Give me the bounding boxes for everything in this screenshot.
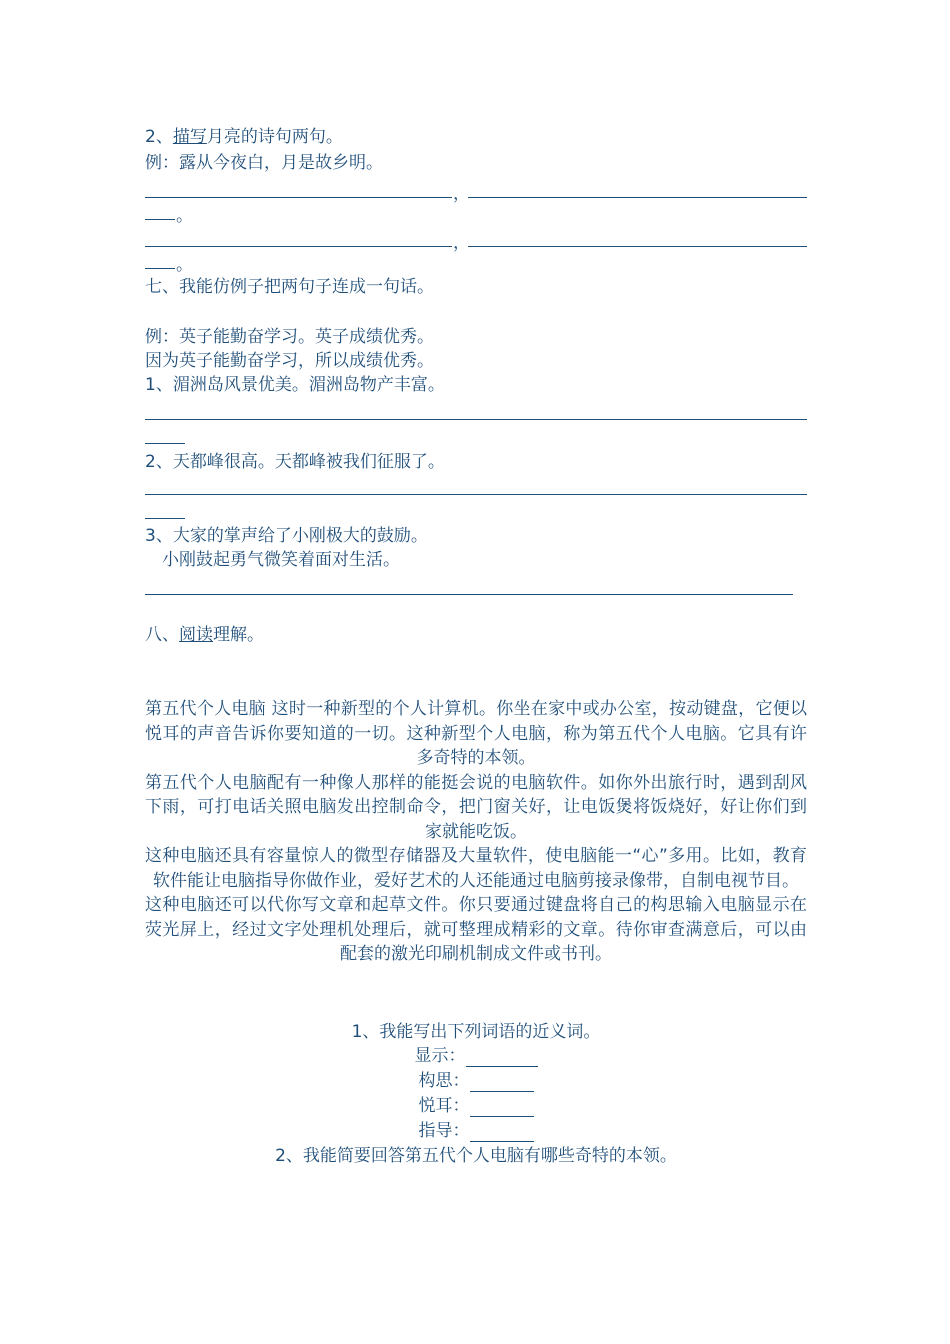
section7-question-1: 1、湄洲岛风景优美。湄洲岛物产丰富。	[145, 375, 445, 395]
heading-text: 理解。	[213, 625, 264, 645]
reading-passage	[145, 697, 807, 967]
section7-example-2: 因为英子能勤奋学习，所以成绩优秀。	[145, 351, 434, 371]
question-number: 2、	[145, 127, 173, 147]
answer-blank[interactable]	[145, 197, 452, 198]
synonym-row	[145, 1120, 807, 1142]
synonym-row	[145, 1095, 807, 1117]
answer-blank[interactable]	[145, 443, 185, 444]
answer-blank[interactable]	[145, 246, 452, 247]
section7-question-2: 2、天都峰很高。天都峰被我们征服了。	[145, 452, 445, 472]
poem-example: 例：露从今夜白，月是故乡明。	[145, 153, 383, 173]
answer-blank[interactable]	[466, 1049, 538, 1067]
section7-heading: 七、我能仿例子把两句子连成一句话。	[145, 277, 434, 297]
comma: ，	[453, 184, 470, 204]
passage-paragraph: 第五代个人电脑 这时一种新型的个人计算机。你坐在家中或办公室，按动键盘，它便以悦耳的声音告诉你要知道的一切。这种新型个人电脑，称为第五代个人电脑。它具有许多奇特的本领。	[145, 699, 807, 768]
passage-paragraph: 这种电脑还具有容量惊人的微型存储器及大量软件，使电脑能一“心”多用。比如，教育软件能让电脑指导你做作业，爱好艺术的人还能通过电脑剪接录像带，自制电视节目。	[145, 846, 807, 891]
section7-example-1: 例：英子能勤奋学习。英子成绩优秀。	[145, 327, 434, 347]
answer-blank[interactable]	[470, 1099, 534, 1117]
passage-paragraph: 这种电脑还可以代你写文章和起草文件。你只要通过键盘将自己的构思输入电脑显示在荧光屏上，经过文字处理机处理后，就可整理成精彩的文章。待你审查满意后，可以由配套的激光印刷机制成文件或书刊。	[145, 895, 807, 964]
period: 。	[176, 206, 193, 226]
question-text: 月亮的诗句两句。	[206, 127, 343, 147]
reading-question-1: 1、我能写出下列词语的近义词。	[351, 1022, 601, 1042]
answer-blank[interactable]	[468, 197, 807, 198]
section7-question-3: 3、大家的掌声给了小刚极大的鼓励。	[145, 526, 428, 546]
answer-blank[interactable]	[145, 268, 175, 269]
synonym-row	[145, 1070, 807, 1092]
heading-prefix: 八、	[145, 625, 179, 645]
comma: ，	[453, 233, 470, 253]
word-label: 构思：	[418, 1071, 470, 1091]
answer-blank[interactable]	[145, 219, 175, 220]
period: 。	[176, 255, 193, 275]
section7-question-3-second: 小刚鼓起勇气微笑着面对生活。	[162, 550, 400, 570]
section8-heading	[145, 624, 264, 646]
answer-blank[interactable]	[145, 594, 793, 595]
reading-question-2: 2、我能简要回答第五代个人电脑有哪些奇特的本领。	[275, 1146, 677, 1166]
word-label: 指导：	[418, 1121, 470, 1141]
answer-blank[interactable]	[468, 246, 807, 247]
answer-blank[interactable]	[145, 419, 807, 420]
underlined-word: 描写	[172, 127, 207, 147]
passage-paragraph: 第五代个人电脑配有一种像人那样的能挺会说的电脑软件。如你外出旅行时，遇到刮风下雨，可打电话关照电脑发出控制命令，把门窗关好，让电饭煲将饭烧好，好让你们到家就能吃饭。	[145, 772, 807, 842]
underlined-word: 阅读	[179, 625, 213, 645]
answer-blank[interactable]	[145, 518, 185, 519]
answer-blank[interactable]	[470, 1074, 534, 1092]
poem-question	[145, 126, 343, 148]
word-label: 悦耳：	[418, 1096, 470, 1116]
answer-blank[interactable]	[145, 494, 807, 495]
synonym-row	[145, 1045, 807, 1067]
answer-blank[interactable]	[470, 1124, 534, 1142]
word-label: 显示：	[414, 1046, 466, 1066]
